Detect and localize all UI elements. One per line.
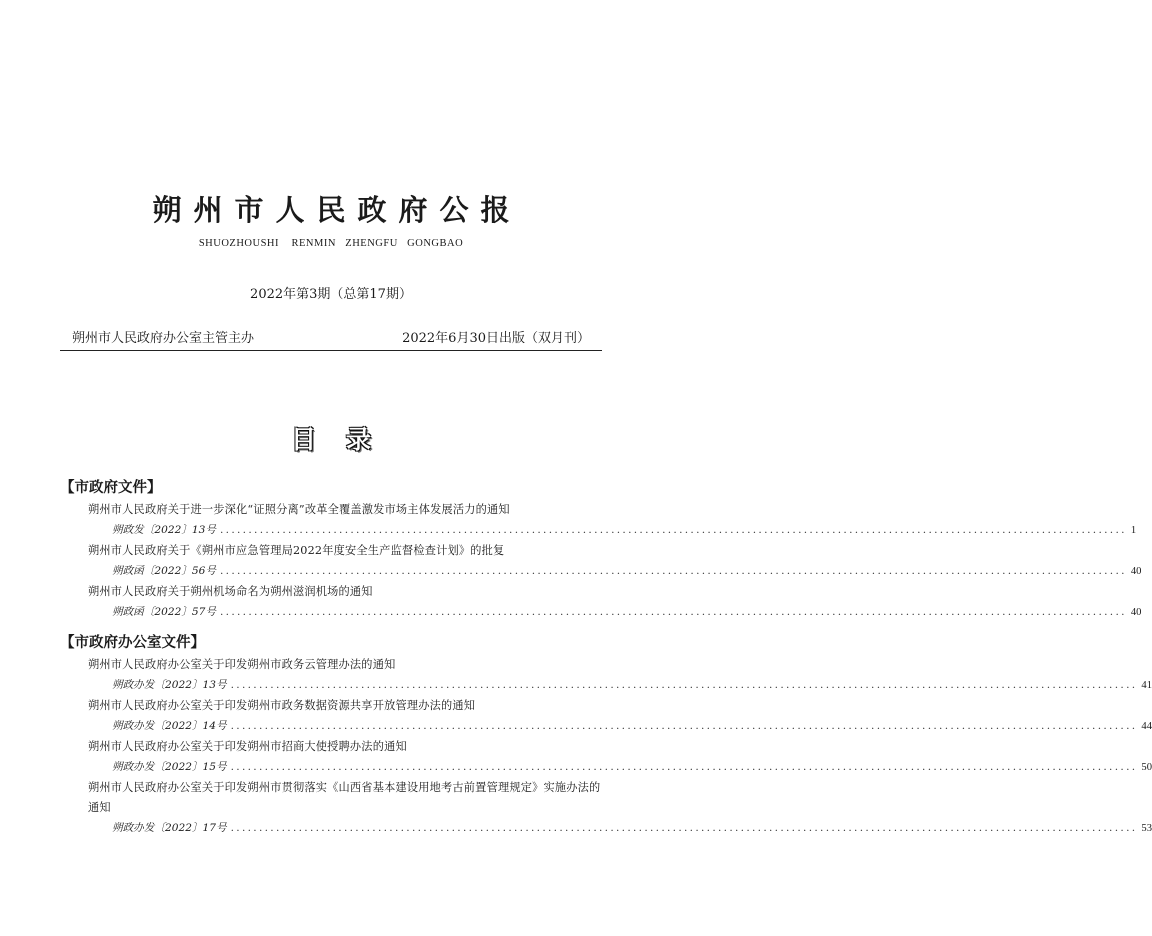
toc-entry[interactable] [88,655,1152,696]
document-number: 朔政办发〔2022〕17号 [112,822,227,834]
issue-number: 2022年第3期（总第17期） [250,287,412,302]
page-number: 53 [1141,823,1152,834]
document-number: 朔政函〔2022〕57号 [112,606,217,618]
toc-entry[interactable] [88,582,1142,623]
dot-leader: ................................................................................................................................................................ [230,761,1138,773]
page-number: 40 [1130,566,1142,577]
toc-section [60,476,1142,623]
toc-entry-reference-line [112,716,1152,737]
publish-date: 2022年6月30日出版（双月刊） [402,331,590,346]
sponsor-line: 朔州市人民政府办公室主管主办 [72,331,255,346]
toc-entry-reference-line [112,561,1142,582]
dot-leader: ................................................................................................................................................................ [230,822,1138,834]
toc-entry-title[interactable]: 朔州市人民政府办公室关于印发朔州市政务数据资源共享开放管理办法的通知 [88,699,476,712]
toc-entry[interactable] [88,778,1152,839]
document-number: 朔政发〔2022〕13号 [112,524,217,536]
dot-leader: ................................................................................................................................................................ [220,524,1127,536]
document-number: 朔政办发〔2022〕13号 [112,679,227,691]
page-number: 44 [1141,721,1152,732]
toc-entry[interactable] [88,541,1142,582]
document-number: 朔政办发〔2022〕14号 [112,720,227,732]
document-number: 朔政函〔2022〕56号 [112,565,217,577]
page-number: 40 [1130,607,1142,618]
toc-entry[interactable] [88,696,1152,737]
toc-entry[interactable] [88,500,1137,541]
toc-entry-reference-line [112,520,1137,541]
toc-entry[interactable] [88,737,1152,778]
toc-entry-title[interactable]: 朔州市人民政府关于朔州机场命名为朔州滋润机场的通知 [88,585,373,598]
toc-entry-reference-line [112,818,1152,839]
toc-section-title: 【市政府文件】 [60,480,162,496]
gazette-title: 朔州市人民政府公报 [152,193,522,227]
toc-entry-title[interactable]: 朔州市人民政府办公室关于印发朔州市政务云管理办法的通知 [88,658,396,671]
dot-leader: ................................................................................................................................................................ [220,565,1127,577]
dot-leader: ................................................................................................................................................................ [230,720,1138,732]
table-of-contents [60,476,1152,839]
toc-heading: 目录 [290,425,401,454]
toc-entry-title[interactable]: 朔州市人民政府办公室关于印发朔州市贯彻落实《山西省基本建设用地考古前置管理规定》实施办法的通知 [88,781,601,814]
dot-leader: ................................................................................................................................................................ [220,606,1127,618]
toc-section-title: 【市政府办公室文件】 [60,635,205,651]
gazette-pinyin-title: SHUOZHOUSHI RENMIN ZHENGFU GONGBAO [198,238,464,249]
toc-entry-reference-line [112,757,1152,778]
document-number: 朔政办发〔2022〕15号 [112,761,227,773]
page-number: 1 [1130,525,1137,536]
dot-leader: ................................................................................................................................................................ [230,679,1138,691]
page-number: 50 [1141,762,1152,773]
toc-entry-title[interactable]: 朔州市人民政府关于进一步深化“证照分离”改革全覆盖激发市场主体发展活力的通知 [88,503,510,516]
toc-section [60,631,1152,839]
toc-entry-reference-line [112,602,1142,623]
page-number: 41 [1141,680,1152,691]
toc-entry-title[interactable]: 朔州市人民政府办公室关于印发朔州市招商大使授聘办法的通知 [88,740,407,753]
toc-entry-reference-line [112,675,1152,696]
masthead-divider [60,350,602,351]
toc-entry-title[interactable]: 朔州市人民政府关于《朔州市应急管理局2022年度安全生产监督检查计划》的批复 [88,544,505,557]
